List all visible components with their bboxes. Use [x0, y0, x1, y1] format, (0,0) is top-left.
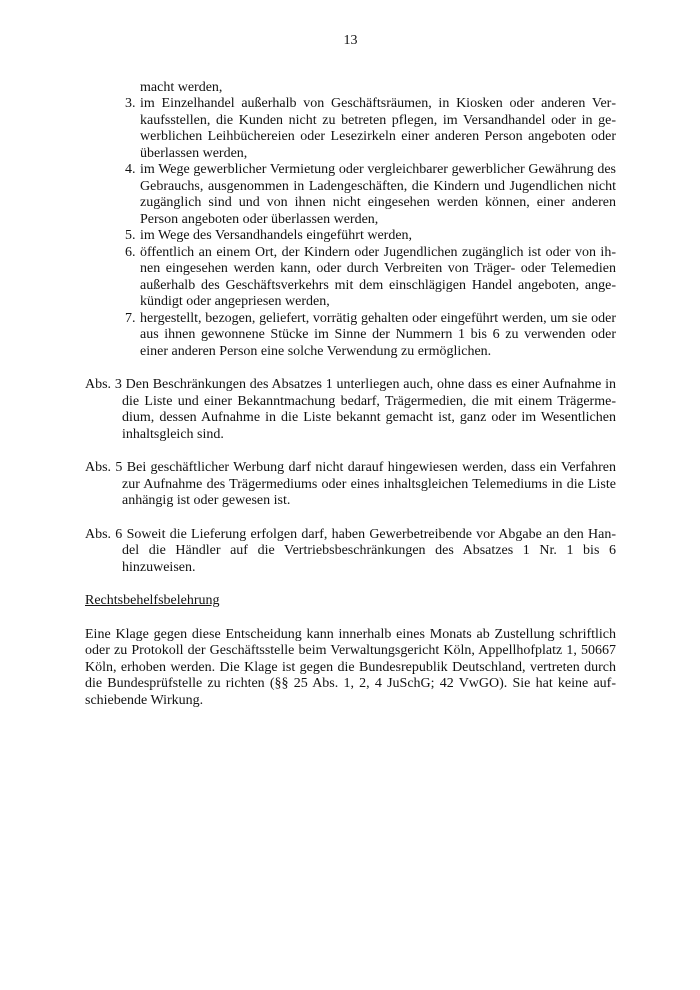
paragraph-abs-5 [85, 460, 616, 510]
list-item-text: öffentlich an einem Ort, der Kindern oder Jugendlichen zugänglich ist oder von ihnen eingesehen werden kann, oder durch Verbreiten von Träger- oder Telemedien außerhalb des Geschäftsverkehrs mit dem einschlägigen Handel angeboten, angekündigt oder angepriesen werden, [140, 244, 616, 309]
section-heading: Rechtsbehelfsbelehrung [85, 593, 220, 608]
list-item [85, 311, 616, 361]
section-body: Eine Klage gegen diese Entscheidung kann innerhalb eines Monats ab Zustellung schriftlich oder zu Protokoll der Geschäftsstelle beim Verwaltungsgericht Köln, Appellhofplatz 1, 50667 Köln, erhoben werden. Die Klage ist gegen die Bundesrepublik Deutschland, vertreten durch die Bundesprüfstelle zu richten (§§ 25 Abs. 1, 2, 4 JuSchG; 42 VwGO). Sie hat keine aufschiebende Wirkung. [85, 626, 616, 708]
list-item-text: im Wege des Versandhandels eingeführt werden, [140, 228, 413, 243]
list-item-text: im Wege gewerblicher Vermietung oder vergleichbarer gewerblicher Gewährung des Gebrauchs, ausgenommen in Ladengeschäften, die Kindern und Jugendlichen nicht zugänglich sind und von ihnen nicht eingesehen werden können, einer anderen Person angeboten oder überlassen werden, [140, 162, 616, 227]
list-item-number: 7. [125, 310, 136, 326]
list-item-text: hergestellt, bezogen, geliefert, vorrätig gehalten oder eingeführt werden, um sie oder aus ihnen gewonnene Stücke im Sinne der Nummern 1 bis 6 zu verwenden oder einer anderen Person eine solche Verwendung zu ermöglichen. [140, 310, 616, 359]
paragraph-text: Bei geschäftlicher Werbung darf nicht darauf hingewiesen werden, dass ein Verfahren zur Aufnahme des Trägermediums oder eines inhaltsgleichen Telemediums in die Liste anhängig ist oder gewesen ist. [122, 460, 617, 508]
list-item [85, 245, 616, 311]
list-item [85, 162, 616, 228]
page-number: 13 [343, 33, 358, 48]
paragraph-text: Soweit die Lieferung erfolgen darf, haben Gewerbetreibende vor Abgabe an den Handel die Händler auf die Vertriebsbeschränkungen des Absatzes 1 Nr. 1 bis 6 hinzuweisen. [122, 526, 616, 575]
list-item-number: 5. [125, 228, 136, 243]
paragraph-label: Abs. 3 [85, 377, 122, 392]
list-item [85, 96, 616, 162]
list-item-number: 4. [125, 162, 136, 177]
paragraph-text: Den Beschränkungen des Absatzes 1 unterliegen auch, ohne dass es einer Aufnahme in die Liste und einer Bekanntmachung bedarf, Trägermedien, die mit einem Trägermedium, dessen Aufnahme in die Liste bekannt gemacht ist, ganz oder im Wesentlichen inhaltsgleich sind. [122, 377, 617, 442]
paragraph-label: Abs. 5 [85, 460, 123, 475]
page-body [85, 80, 616, 710]
list-item-continuation: macht werden, [140, 79, 223, 95]
list-item-number: 3. [125, 96, 136, 111]
paragraph-abs-6 [85, 527, 616, 577]
paragraph-label: Abs. 6 [85, 526, 123, 542]
list-item-text: im Einzelhandel außerhalb von Geschäftsräumen, in Kiosken oder anderen Verkaufsstellen, die Kunden nicht zu betreten pflegen, im Versandhandel oder in gewerblichen Leihbüchereien oder Lesezirkeln einer anderen Person angeboten oder überlassen werden, [140, 96, 616, 161]
paragraph-abs-3 [85, 377, 616, 443]
list-item-number: 6. [125, 244, 136, 260]
list-item [85, 228, 616, 245]
